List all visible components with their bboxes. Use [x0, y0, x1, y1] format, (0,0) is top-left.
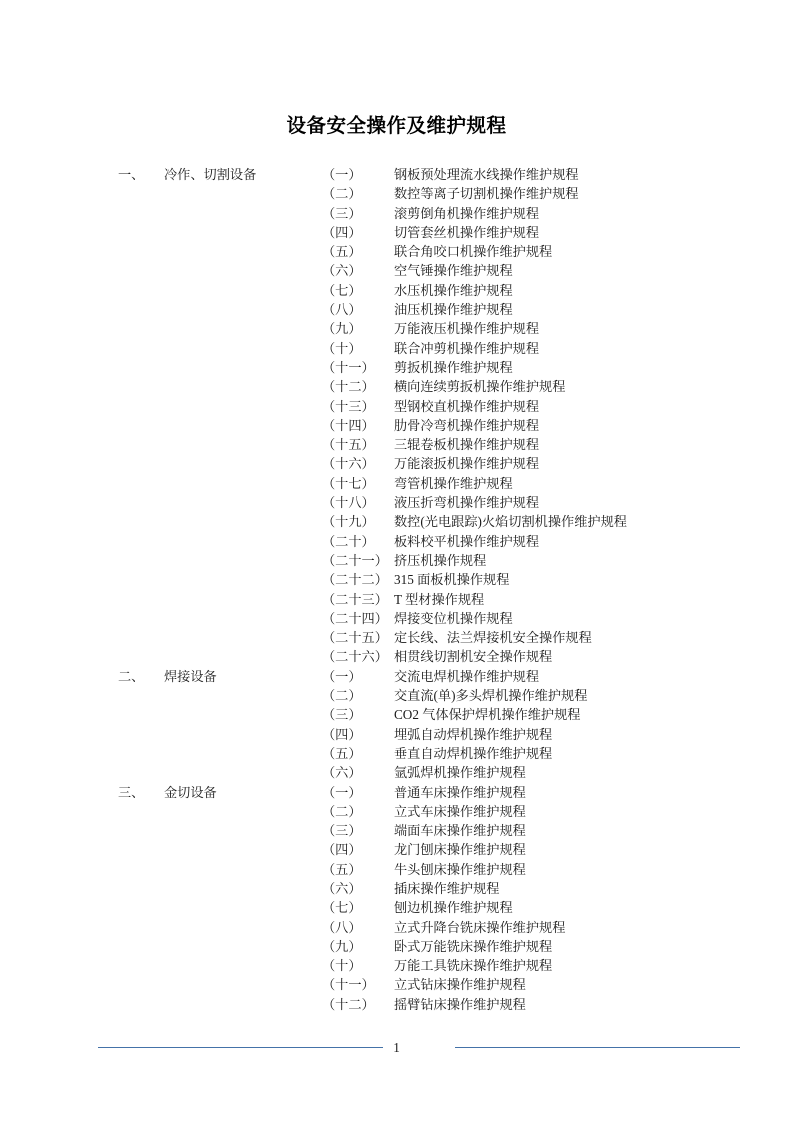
toc-row — [0, 590, 793, 609]
toc-row — [0, 705, 793, 724]
toc-item-number: （七） — [322, 900, 362, 916]
toc-item-title: 万能滚扳机操作维护规程 — [394, 456, 540, 472]
toc-item-number: （六） — [322, 880, 362, 896]
toc-item-title: 型钢校直机操作维护规程 — [394, 398, 540, 414]
toc-row — [0, 937, 793, 956]
toc-item-title: 液压折弯机操作维护规程 — [394, 495, 540, 511]
toc-item-number: （二） — [322, 186, 362, 202]
toc-item-title: CO2 气体保护焊机操作维护规程 — [394, 707, 581, 723]
section-number: 二、 — [118, 668, 145, 684]
toc-item-title: 油压机操作维护规程 — [394, 302, 513, 318]
section-number: 三、 — [118, 784, 145, 800]
toc-item-number: （五） — [322, 861, 362, 877]
toc-item-number: （十一） — [322, 359, 375, 375]
toc-item-title: 板料校平机操作维护规程 — [394, 533, 540, 549]
toc-item-number: （八） — [322, 302, 362, 318]
toc-row — [0, 898, 793, 917]
toc-row — [0, 358, 793, 377]
toc-row — [0, 532, 793, 551]
toc-item-title: 刨边机操作维护规程 — [394, 900, 513, 916]
toc-item-title: T 型材操作规程 — [394, 591, 485, 607]
toc-item-number: （十四） — [322, 417, 375, 433]
page-number: 1 — [393, 1040, 400, 1055]
toc-row — [0, 647, 793, 666]
toc-item-number: （二十四） — [322, 610, 388, 626]
toc-row — [0, 493, 793, 512]
toc-row — [0, 879, 793, 898]
toc-item-title: 立式车床操作维护规程 — [394, 803, 526, 819]
toc-item-number: （六） — [322, 765, 362, 781]
toc-item-number: （四） — [322, 726, 362, 742]
toc-item-title: 弯管机操作维护规程 — [394, 475, 513, 491]
toc-item-title: 肋骨冷弯机操作维护规程 — [394, 417, 540, 433]
toc-item-title: 钢板预处理流水线操作维护规程 — [394, 167, 579, 182]
page-footer — [0, 1038, 793, 1062]
toc-item-number: （十六） — [322, 456, 375, 472]
toc-row — [0, 261, 793, 280]
toc-item-title: 万能液压机操作维护规程 — [394, 321, 540, 337]
toc-row — [0, 628, 793, 647]
toc-row — [0, 204, 793, 223]
toc-item-number: （四） — [322, 842, 362, 858]
toc-item-title: 剪扳机操作维护规程 — [394, 359, 513, 375]
toc-row — [0, 377, 793, 396]
toc-row — [0, 512, 793, 531]
toc-item-number: （二） — [322, 688, 362, 704]
toc-item-title: 数控等离子切割机操作维护规程 — [394, 186, 579, 202]
toc-row — [0, 339, 793, 358]
toc-row — [0, 184, 793, 203]
toc-row — [0, 860, 793, 879]
toc-item-number: （五） — [322, 745, 362, 761]
toc-item-title: 垂直自动焊机操作维护规程 — [394, 745, 553, 761]
toc-row — [0, 300, 793, 319]
toc-row — [0, 551, 793, 570]
toc-item-number: （二） — [322, 803, 362, 819]
toc-row — [0, 319, 793, 338]
toc-item-number: （五） — [322, 244, 362, 260]
toc-row — [0, 956, 793, 975]
toc-item-number: （十三） — [322, 398, 375, 414]
toc-item-title: 焊接变位机操作规程 — [394, 610, 513, 626]
toc-item-title: 交流电焊机操作维护规程 — [394, 668, 540, 684]
toc-item-number: （一） — [322, 167, 362, 182]
toc-item-number: （三） — [322, 707, 362, 723]
toc-item-title: 交直流(单)多头焊机操作维护规程 — [394, 688, 588, 704]
section-name: 焊接设备 — [164, 668, 217, 684]
toc-row — [0, 744, 793, 763]
toc-item-number: （十五） — [322, 437, 375, 453]
toc-item-number: （十九） — [322, 514, 375, 530]
toc-row — [0, 840, 793, 859]
toc-item-title: 滚剪倒角机操作维护规程 — [394, 205, 540, 221]
toc-row — [0, 416, 793, 435]
toc-row — [0, 165, 793, 184]
toc-row — [0, 570, 793, 589]
toc-row — [0, 763, 793, 782]
toc-item-number: （九） — [322, 938, 362, 954]
toc-item-number: （七） — [322, 282, 362, 298]
toc-item-title: 插床操作维护规程 — [394, 880, 500, 896]
toc-item-title: 氩弧焊机操作维护规程 — [394, 765, 526, 781]
toc-row — [0, 242, 793, 261]
toc-item-title: 三辊卷板机操作维护规程 — [394, 437, 540, 453]
toc-row — [0, 802, 793, 821]
toc-row — [0, 435, 793, 454]
toc-row — [0, 454, 793, 473]
toc-item-number: （六） — [322, 263, 362, 279]
toc-item-number: （三） — [322, 205, 362, 221]
toc-item-number: （一） — [322, 668, 362, 684]
toc-row — [0, 725, 793, 744]
toc-item-title: 龙门刨床操作维护规程 — [394, 842, 526, 858]
toc-item-number: （八） — [322, 919, 362, 935]
toc-item-number: （十） — [322, 340, 362, 356]
section-name: 冷作、切割设备 — [164, 167, 257, 182]
toc-row — [0, 397, 793, 416]
toc-item-number: （十八） — [322, 495, 375, 511]
toc-row — [0, 975, 793, 994]
toc-item-title: 数控(光电跟踪)火焰切割机操作维护规程 — [394, 514, 627, 530]
toc-item-title: 横向连续剪扳机操作维护规程 — [394, 379, 566, 395]
section-name: 金切设备 — [164, 784, 217, 800]
toc-row — [0, 783, 793, 802]
toc-item-title: 埋弧自动焊机操作维护规程 — [394, 726, 553, 742]
toc-row — [0, 474, 793, 493]
toc-item-number: （二十二） — [322, 572, 388, 588]
toc-item-number: （二十一） — [322, 552, 388, 568]
toc-item-number: （十） — [322, 958, 362, 974]
toc-item-title: 联合角咬口机操作维护规程 — [394, 244, 553, 260]
toc-row — [0, 281, 793, 300]
toc-item-title: 空气锤操作维护规程 — [394, 263, 513, 279]
toc-item-number: （一） — [322, 784, 362, 800]
toc-item-number: （三） — [322, 823, 362, 839]
section-number: 一、 — [118, 167, 145, 182]
toc-item-number: （十二） — [322, 996, 375, 1012]
toc-item-title: 联合冲剪机操作维护规程 — [394, 340, 540, 356]
toc-item-number: （二十） — [322, 533, 375, 549]
toc-item-number: （十一） — [322, 977, 375, 993]
page-title: 设备安全操作及维护规程 — [286, 115, 507, 137]
toc-item-number: （十七） — [322, 475, 375, 491]
toc-item-title: 卧式万能铣床操作维护规程 — [394, 938, 553, 954]
toc-row — [0, 918, 793, 937]
toc-row — [0, 609, 793, 628]
toc-row — [0, 995, 793, 1014]
toc-item-title: 牛头刨床操作维护规程 — [394, 861, 526, 877]
toc-item-title: 相贯线切割机安全操作规程 — [394, 649, 553, 665]
toc-item-title: 切管套丝机操作维护规程 — [394, 224, 540, 240]
toc-item-title: 立式升降台铣床操作维护规程 — [394, 919, 566, 935]
toc-item-number: （四） — [322, 224, 362, 240]
toc-row — [0, 686, 793, 705]
toc-list — [0, 165, 793, 1014]
toc-row — [0, 667, 793, 686]
toc-item-number: （二十三） — [322, 591, 388, 607]
toc-item-title: 普通车床操作维护规程 — [394, 784, 526, 800]
toc-item-title: 立式钻床操作维护规程 — [394, 977, 526, 993]
toc-item-title: 摇臂钻床操作维护规程 — [394, 996, 526, 1012]
toc-item-number: （十二） — [322, 379, 375, 395]
toc-item-number: （二十五） — [322, 630, 388, 646]
toc-item-title: 端面车床操作维护规程 — [394, 823, 526, 839]
toc-item-number: （九） — [322, 321, 362, 337]
toc-row — [0, 223, 793, 242]
toc-row — [0, 821, 793, 840]
toc-item-title: 挤压机操作规程 — [394, 552, 487, 568]
toc-item-title: 315 面板机操作规程 — [394, 572, 510, 588]
toc-item-title: 定长线、法兰焊接机安全操作规程 — [394, 630, 592, 646]
toc-item-title: 水压机操作维护规程 — [394, 282, 513, 298]
toc-item-number: （二十六） — [322, 649, 388, 665]
toc-item-title: 万能工具铣床操作维护规程 — [394, 958, 553, 974]
